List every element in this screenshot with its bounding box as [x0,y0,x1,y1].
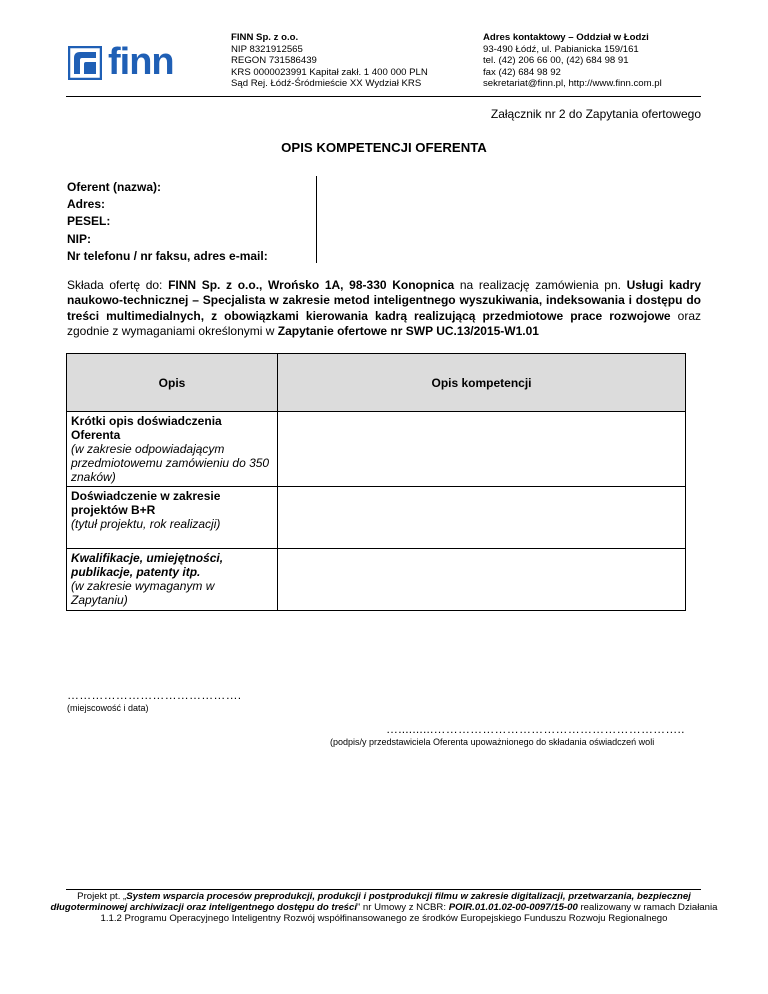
footer-contract-number: POIR.01.01.02-00-0097/15-00 [448,902,578,914]
contact-email-web: sekretariat@finn.pl, http://www.finn.com.pl [483,78,662,89]
company-nip: NIP 8321912565 [231,43,303,55]
field-address-label: Adres: [67,197,106,212]
place-date-caption: (miejscowość i data) [67,703,149,713]
header-competence: Opis kompetencji [278,354,686,412]
company-regon: REGON 731586439 [231,55,317,66]
competence-input-cell[interactable] [278,412,686,487]
contact-info [483,32,662,90]
row-note: (tytuł projektu, rok realizacji) [71,517,221,531]
row-label: Kwalifikacje, umiejętności, publikacje, patenty itp. [71,551,224,579]
header-description: Opis [67,354,278,412]
footer-project-title: System wsparcia procesów preprodukcji, produkcji i postprodukcji filmu w zakresie digitalizacji, przetwarzania, bezpiecznej długoterminowej archiwizacji oraz inteligentnego dostępu do treści [50,891,691,914]
offeror-fields [67,179,268,265]
field-pesel-label: PESEL: [67,214,111,229]
competence-input-cell[interactable] [278,549,686,611]
company-name: FINN Sp. z o.o. [231,32,299,43]
finn-logo-icon [68,46,102,80]
intro-text-1: Składa ofertę do: [67,278,169,292]
footer-divider [66,889,701,890]
competence-table [66,353,686,611]
intro-paragraph [67,278,701,340]
row-label-cell [67,549,278,611]
field-name-label: Oferent (nazwa): [67,180,162,194]
field-contact-label: Nr telefonu / nr faksu, adres e-mail: [67,248,268,263]
table-header-row [67,354,686,412]
logo-text: finn [108,41,174,83]
footer-text-3: realizowany w ramach Działania 1.1.2 Programu Operacyjnego Inteligentny Rozwój współfinansowanego ze środków Europejskiego Funduszu Rozwoju Regionalnego [100,902,718,925]
footer-text-1: Projekt pt. „ [77,891,127,902]
signature-caption: (podpis/y przedstawiciela Oferenta upoważnionego do składania oświadczeń woli [330,737,655,747]
table-row [67,487,686,549]
intro-text-3: oraz zgodnie z wymaganiami określonymi w [67,308,701,339]
contact-address: 93-490 Łódź, ul. Pabianicka 159/161 [483,43,639,55]
finn-logo [68,41,188,84]
intro-text-2: na realizację zamówienia pn. [454,278,627,292]
competence-input-cell[interactable] [278,487,686,549]
header-divider [66,96,701,97]
company-court: Sąd Rej. Łódź-Śródmieście XX Wydział KRS [231,78,422,89]
contact-phone: tel. (42) 206 66 00, (42) 684 98 91 [483,55,629,66]
signature-line: …..........…………………………………………………….. [386,722,685,736]
contact-fax: fax (42) 684 98 92 [483,66,561,78]
row-note: (w zakresie wymaganym w Zapytaniu) [71,579,215,607]
project-footer [50,891,718,925]
table-row [67,549,686,611]
table-row [67,412,686,487]
footer-text-2: ” nr Umowy z NCBR: [357,902,449,914]
row-label-cell [67,487,278,549]
attachment-note: Załącznik nr 2 do Zapytania ofertowego [490,107,701,121]
document-title: OPIS KOMPETENCJI OFERENTA [281,140,487,155]
contact-heading: Adres kontaktowy – Oddział w Łodzi [483,32,649,43]
row-note: (w zakresie odpowiadającym przedmiotowemu zamówieniu do 350 znaków) [71,442,270,484]
intro-company: FINN Sp. z o.o., Wrońsko 1A, 98-330 Konopnica [168,278,455,292]
field-nip-label: NIP: [67,231,91,246]
row-label: Krótki opis doświadczenia Oferenta [71,414,222,442]
intro-inquiry-number: Zapytanie ofertowe nr SWP UC.13/2015-W1.01 [277,324,539,339]
row-label-cell [67,412,278,487]
company-info [231,32,428,90]
company-krs: KRS 0000023991 Kapitał zakł. 1 400 000 PLN [231,66,428,78]
row-label: Doświadczenie w zakresie projektów B+R [71,489,221,517]
intro-order-name: Usługi kadry naukowo-technicznej – Specjalista w zakresie metod inteligentnego wyszukiwania, indeksowania i dostępu do treści multimedialnych, z obowiązkami kierowania kadrą realizującą przedmiotowe prace rozwojowe [67,278,701,323]
fields-separator [316,176,317,263]
place-date-line: ……………………………………. [67,688,242,702]
